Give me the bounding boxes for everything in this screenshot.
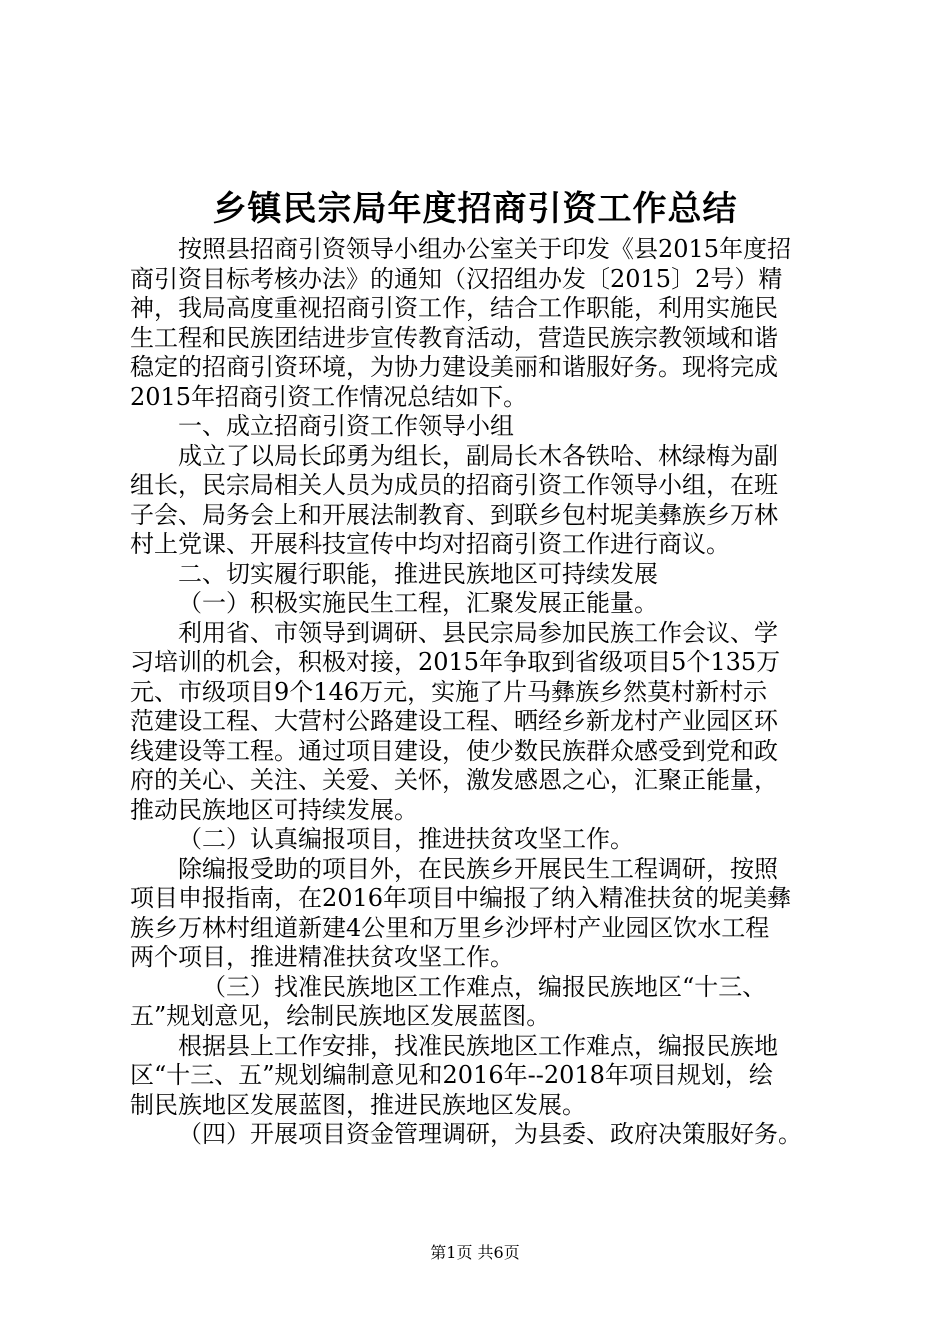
text-line: 制民族地区发展蓝图，推进民族地区发展。	[130, 1090, 586, 1119]
text-line: 线建设等工程。通过项目建设，使少数民族群众感受到党和政	[130, 736, 778, 765]
subsection-heading: （三）找准民族地区工作难点，编报民族地区“十三、	[202, 972, 767, 1001]
text-line: 项目申报指南，在2016年项目中编报了纳入精准扶贫的坭美彝	[130, 884, 792, 912]
text-line: 2015年招商引资工作情况总结如下。	[130, 382, 528, 411]
text-line: 按照县招商引资领导小组办公室关于印发《县2015年度招	[178, 235, 792, 263]
text-line: 稳定的招商引资环境，为协力建设美丽和谐服好务。现将完成	[130, 353, 778, 381]
text-line: 根据县上工作安排，找准民族地区工作难点，编报民族地	[178, 1031, 778, 1060]
text-line: 五”规划意见，绘制民族地区发展蓝图。	[130, 1002, 551, 1030]
text-line: 两个项目，推进精准扶贫攻坚工作。	[130, 943, 514, 971]
section-heading: 二、切实履行职能，推进民族地区可持续发展	[178, 559, 658, 588]
document-body	[130, 235, 835, 1150]
text-line: 范建设工程、大营村公路建设工程、晒经乡新龙村产业园区环	[130, 707, 778, 735]
text-line: 利用省、市领导到调研、县民宗局参加民族工作会议、学	[178, 618, 778, 647]
subsection-heading: （二）认真编报项目，推进扶贫攻坚工作。	[178, 825, 634, 853]
text-line: 子会、局务会上和开展法制教育、到联乡包村坭美彝族乡万林	[130, 500, 778, 529]
text-line: 生工程和民族团结进步宣传教育活动，营造民族宗教领域和谐	[130, 323, 778, 352]
text-line: 除编报受助的项目外，在民族乡开展民生工程调研，按照	[178, 854, 778, 883]
page-number: 第1页 共6页	[430, 1243, 520, 1262]
text-line: 族乡万林村组道新建4公里和万里乡沙坪村产业园区饮水工程	[130, 913, 770, 942]
subsection-heading: （四）开展项目资金管理调研，为县委、政府决策服好务。	[178, 1120, 802, 1148]
text-line: 村上党课、开展科技宣传中均对招商引资工作进行商议。	[130, 530, 730, 558]
text-line: 商引资目标考核办法》的通知（汉招组办发〔2015〕2号）精	[130, 264, 783, 293]
subsection-heading: （一）积极实施民生工程，汇聚发展正能量。	[178, 589, 658, 617]
text-line: 元、市级项目9个146万元，实施了片马彝族乡然莫村新村示	[130, 677, 768, 706]
text-line: 推动民族地区可持续发展。	[130, 795, 418, 824]
text-line: 习培训的机会，积极对接，2015年争取到省级项目5个135万	[130, 648, 781, 676]
section-heading: 一、成立招商引资工作领导小组	[178, 412, 514, 440]
text-line: 区“十三、五”规划编制意见和2016年--2018年项目规划，绘	[130, 1061, 773, 1089]
text-line: 神，我局高度重视招商引资工作，结合工作职能，利用实施民	[130, 294, 778, 322]
text-line: 组长，民宗局相关人员为成员的招商引资工作领导小组，在班	[130, 471, 778, 499]
text-line: 成立了以局长邱勇为组长，副局长木各铁哈、林绿梅为副	[178, 441, 778, 470]
document-title: 乡镇民宗局年度招商引资工作总结	[212, 189, 738, 229]
text-line: 府的关心、关注、关爱、关怀，激发感恩之心，汇聚正能量，	[130, 766, 778, 794]
